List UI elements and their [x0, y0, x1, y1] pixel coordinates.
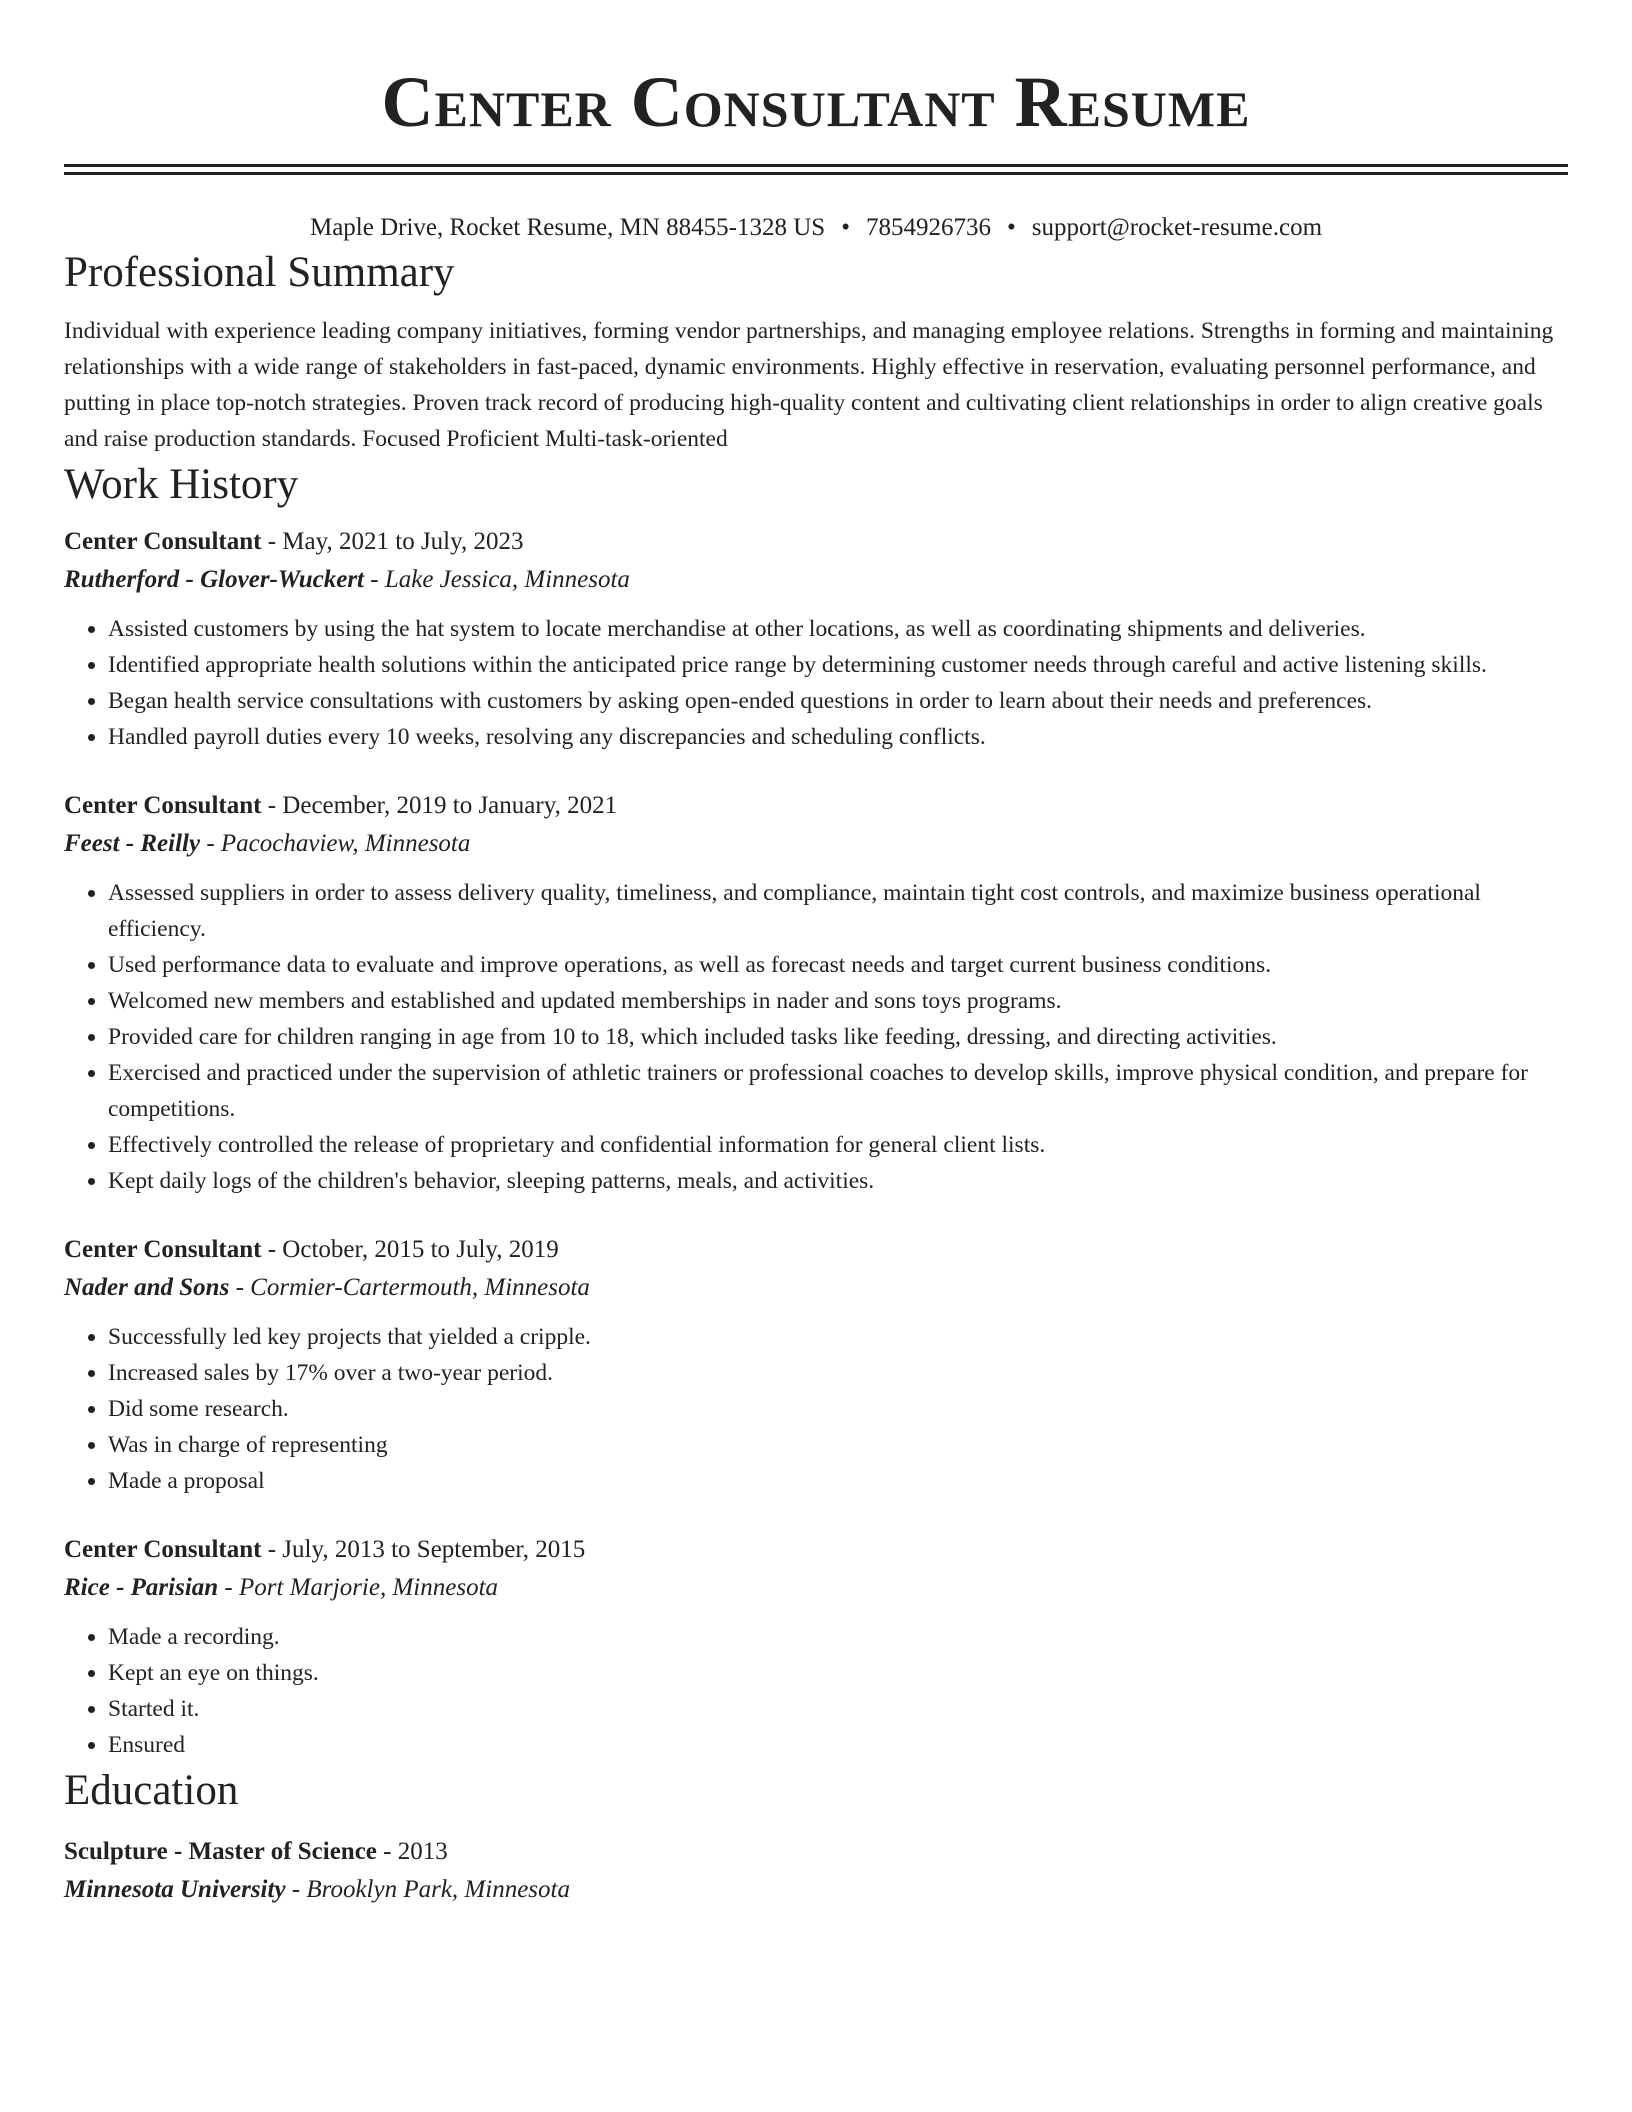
job-header: Center Consultant - May, 2021 to July, 2023 [64, 528, 524, 555]
job-bullets [64, 611, 1568, 755]
job-bullets [64, 1319, 1568, 1499]
resume-title: Center Consultant Resume [381, 62, 1251, 142]
job-employer: Rutherford - Glover-Wuckert - Lake Jessica, Minnesota [64, 566, 630, 593]
job-bullet: • Began health service consultations with customers by asking open-ended questions in order to learn about their needs and preferences. [108, 683, 1568, 719]
job-entry [64, 523, 1568, 755]
job-company: Nader and Sons [64, 1274, 230, 1301]
job-header: Center Consultant - July, 2013 to September, 2015 [64, 1536, 586, 1563]
job-dates: July, 2013 to September, 2015 [282, 1536, 586, 1563]
job-bullet: • Welcomed new members and established and updated memberships in nader and sons toys programs. [108, 983, 1568, 1019]
job-bullet: • Was in charge of representing [108, 1427, 1568, 1463]
work-history-heading: Work History [64, 461, 299, 508]
education-school-line: Minnesota University - Brooklyn Park, Minnesota [64, 1876, 570, 1903]
education-location: Brooklyn Park, Minnesota [306, 1876, 570, 1903]
header-rule-thin [64, 172, 1568, 175]
job-header: Center Consultant - December, 2019 to January, 2021 [64, 792, 618, 819]
education-year: 2013 [397, 1838, 448, 1865]
job-bullets [64, 1619, 1568, 1763]
contact-phone[interactable]: 7854926736 [865, 214, 991, 241]
education-school: Minnesota University [64, 1876, 286, 1903]
job-bullet: • Handled payroll duties every 10 weeks, resolving any discrepancies and scheduling conflicts. [108, 719, 1568, 755]
job-dates: May, 2021 to July, 2023 [282, 528, 524, 555]
job-bullet: • Successfully led key projects that yielded a cripple. [108, 1319, 1568, 1355]
job-entry [64, 1231, 1568, 1499]
job-bullet: • Used performance data to evaluate and improve operations, as well as forecast needs and target current business conditions. [108, 947, 1568, 983]
job-location: Port Marjorie, Minnesota [239, 1574, 499, 1601]
job-bullet: • Made a recording. [108, 1619, 1568, 1655]
education-degree: Sculpture - Master of Science [64, 1838, 377, 1865]
contact-address: Maple Drive, Rocket Resume, MN 88455-1328 US [309, 214, 826, 241]
education-degree-line: Sculpture - Master of Science - 2013 [64, 1838, 448, 1865]
contact-email[interactable]: support@rocket-resume.com [1031, 214, 1323, 241]
job-header: Center Consultant - October, 2015 to July, 2019 [64, 1236, 559, 1263]
job-company: Rice - Parisian [64, 1574, 219, 1601]
summary-heading: Professional Summary [64, 249, 455, 296]
job-bullet: • Kept daily logs of the children's behavior, sleeping patterns, meals, and activities. [108, 1163, 1568, 1199]
job-title: Center Consultant [64, 1536, 262, 1563]
education-heading: Education [64, 1767, 239, 1814]
job-bullet: • Provided care for children ranging in age from 10 to 18, which included tasks like feeding, dressing, and directing activities. [108, 1019, 1568, 1055]
job-title: Center Consultant [64, 792, 262, 819]
job-employer: Nader and Sons - Cormier-Cartermouth, Minnesota [64, 1274, 590, 1301]
job-employer: Rice - Parisian - Port Marjorie, Minnesota [64, 1574, 499, 1601]
job-bullet: • Identified appropriate health solutions within the anticipated price range by determining customer needs through careful and active listening skills. [108, 647, 1568, 683]
job-location: Cormier-Cartermouth, Minnesota [250, 1274, 590, 1301]
job-bullet: • Effectively controlled the release of proprietary and confidential information for general client lists. [108, 1127, 1568, 1163]
job-location: Lake Jessica, Minnesota [384, 566, 630, 593]
job-bullet: • Exercised and practiced under the supervision of athletic trainers or professional coaches to develop skills, improve physical condition, and prepare for competitions. [108, 1055, 1568, 1127]
job-bullets [64, 875, 1568, 1199]
job-dates: December, 2019 to January, 2021 [282, 792, 618, 819]
job-dates: October, 2015 to July, 2019 [282, 1236, 559, 1263]
job-bullet: • Increased sales by 17% over a two-year period. [108, 1355, 1568, 1391]
job-bullet: • Did some research. [108, 1391, 1568, 1427]
job-company: Rutherford - Glover-Wuckert [64, 566, 364, 593]
contact-line [64, 211, 1568, 245]
contact-separator: • [841, 214, 850, 241]
job-bullet: • Kept an eye on things. [108, 1655, 1568, 1691]
job-location: Pacochaview, Minnesota [220, 830, 471, 857]
job-company: Feest - Reilly [64, 830, 201, 857]
summary-text: Individual with experience leading company initiatives, forming vendor partnerships, and managing employee relations. Strengths in forming and maintaining relationships with a wide range of stakeholders in fast-paced, dynamic environments. Highly effective in reservation, evaluating personnel performance, and putting in place top-notch strategies. Proven track record of producing high-quality content and cultivating client relationships in order to align creative goals and raise production standards. Focused Proficient Multi-task-oriented [64, 318, 1554, 452]
job-bullet: • Assessed suppliers in order to assess delivery quality, timeliness, and compliance, maintain tight cost controls, and maximize business operational efficiency. [108, 875, 1568, 947]
job-bullet: • Assisted customers by using the hat system to locate merchandise at other locations, as well as coordinating shipments and deliveries. [108, 611, 1568, 647]
job-bullet: • Started it. [108, 1691, 1568, 1727]
job-title: Center Consultant [64, 1236, 262, 1263]
job-title: Center Consultant [64, 528, 262, 555]
job-entry [64, 1531, 1568, 1763]
job-entry [64, 787, 1568, 1199]
job-bullet: • Ensured [108, 1727, 1568, 1763]
job-bullet: • Made a proposal [108, 1463, 1568, 1499]
job-employer: Feest - Reilly - Pacochaview, Minnesota [64, 830, 471, 857]
contact-separator: • [1006, 214, 1016, 241]
